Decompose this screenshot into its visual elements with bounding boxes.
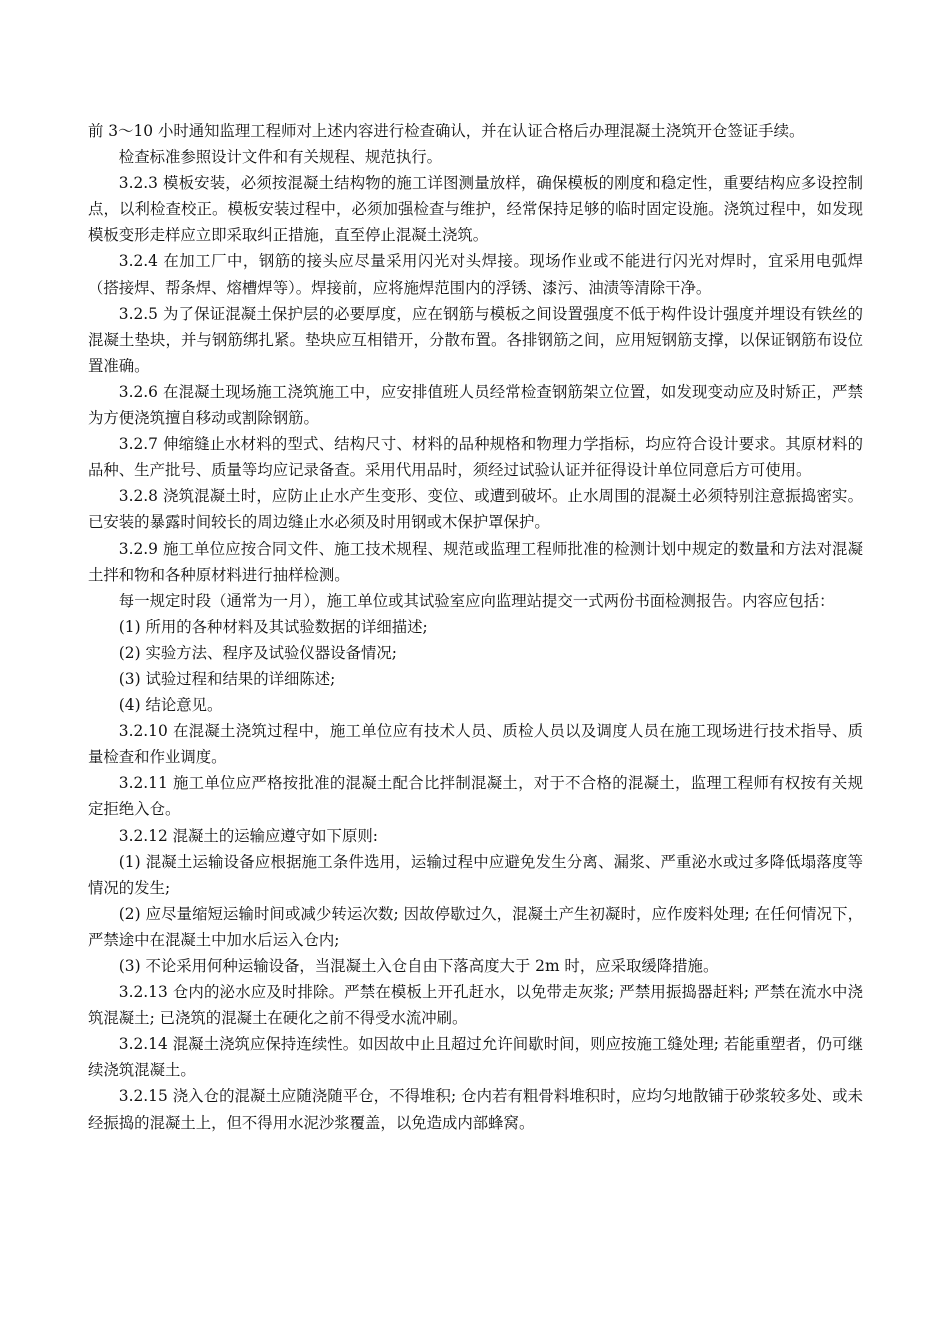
paragraph-3-2-13: 3.2.13 仓内的泌水应及时排除。严禁在模板上开孔赶水，以免带走灰浆; 严禁用振捣器赶料; 严禁在流水中浇筑混凝土; 已浇筑的混凝土在硬化之前不得受水流冲刷。: [88, 983, 863, 1028]
paragraph-3-2-9: 3.2.9 施工单位应按合同文件、施工技术规程、规范或监理工程师批准的检测计划中规定的数量和方法对混凝土拌和物和各种原材料进行抽样检测。: [88, 539, 863, 584]
paragraph-report-requirement: 每一规定时段（通常为一月），施工单位或其试验室应向监理站提交一式两份书面检测报告。内容应包括：: [118, 591, 835, 610]
paragraph-3-2-14: 3.2.14 混凝土浇筑应保持连续性。如因故中止且超过允许间歇时间，则应按施工缝处理; 若能重塑者，仍可继续浇筑混凝土。: [88, 1035, 863, 1080]
paragraph-inspection-standard: 检查标准参照设计文件和有关规程、规范执行。: [118, 148, 443, 167]
list-item-report-4: (4) 结论意见。: [118, 696, 223, 715]
list-item-report-1: (1) 所用的各种材料及其试验数据的详细描述;: [118, 617, 428, 636]
document-body: [88, 118, 863, 1136]
paragraph-3-2-7: 3.2.7 伸缩缝止水材料的型式、结构尺寸、材料的品种规格和物理力学指标，均应符合设计要求。其原材料的品种、生产批号、质量等均应记录备查。采用代用品时，须经过试验认证并征得设计单位同意后方可使用。: [88, 435, 863, 480]
list-item-report-2: (2) 实验方法、程序及试验仪器设备情况;: [118, 643, 397, 662]
paragraph-3-2-8: 3.2.8 浇筑混凝土时，应防止止水产生变形、变位、或遭到破坏。止水周围的混凝土必须特别注意振捣密实。已安装的暴露时间较长的周边缝止水必须及时用钢或木保护罩保护。: [88, 487, 863, 532]
paragraph-3-2-10: 3.2.10 在混凝土浇筑过程中，施工单位应有技术人员、质检人员以及调度人员在施工现场进行技术指导、质量检查和作业调度。: [88, 722, 863, 767]
paragraph-3-2-15: 3.2.15 浇入仓的混凝土应随浇随平仓，不得堆积; 仓内若有粗骨料堆积时，应均匀地散铺于砂浆较多处、或未经振捣的混凝土上，但不得用水泥沙浆覆盖，以免造成内部蜂窝。: [88, 1087, 863, 1132]
list-item-transport-2: (2) 应尽量缩短运输时间或减少转运次数; 因故停歇过久，混凝土产生初凝时，应作废料处理; 在任何情况下，严禁途中在混凝土中加水后运入仓内;: [88, 904, 863, 949]
paragraph-continuation: 前 3～10 小时通知监理工程师对上述内容进行检查确认，并在认证合格后办理混凝土浇筑开仓签证手续。: [88, 122, 805, 140]
paragraph-3-2-5: 3.2.5 为了保证混凝土保护层的必要厚度，应在钢筋与模板之间设置强度不低于构件设计强度并埋设有铁丝的混凝土垫块，并与钢筋绑扎紧。垫块应互相错开，分散布置。各排钢筋之间，应用短钢筋支撑，以保证钢筋布设位置准确。: [88, 304, 863, 375]
paragraph-3-2-4: 3.2.4 在加工厂中，钢筋的接头应尽量采用闪光对头焊接。现场作业或不能进行闪光对焊时，宜采用电弧焊（搭接焊、帮条焊、熔槽焊等）。焊接前，应将施焊范围内的浮锈、漆污、油渍等清除干净。: [88, 252, 863, 297]
paragraph-3-2-3: 3.2.3 模板安装，必须按混凝土结构物的施工详图测量放样，确保模板的刚度和稳定性，重要结构应多设控制点，以利检查校正。模板安装过程中，必须加强检查与维护，经常保持足够的临时固定设施。浇筑过程中，如发现模板变形走样应立即采取纠正措施，直至停止混凝土浇筑。: [88, 174, 863, 245]
paragraph-3-2-12: 3.2.12 混凝土的运输应遵守如下原则:: [118, 826, 378, 845]
list-item-transport-3: (3) 不论采用何种运输设备，当混凝土入仓自由下落高度大于 2m 时，应采取缓降措施。: [118, 957, 719, 975]
list-item-report-3: (3) 试验过程和结果的详细陈述;: [118, 669, 336, 688]
paragraph-3-2-11: 3.2.11 施工单位应严格按批准的混凝土配合比拌制混凝土，对于不合格的混凝土，监理工程师有权按有关规定拒绝入仓。: [88, 774, 863, 819]
list-item-transport-1: (1) 混凝土运输设备应根据施工条件选用，运输过程中应避免发生分离、漏浆、严重泌水或过多降低塌落度等情况的发生;: [88, 852, 863, 897]
paragraph-3-2-6: 3.2.6 在混凝土现场施工浇筑施工中，应安排值班人员经常检查钢筋架立位置，如发现变动应及时矫正，严禁为方便浇筑擅自移动或割除钢筋。: [88, 382, 863, 428]
